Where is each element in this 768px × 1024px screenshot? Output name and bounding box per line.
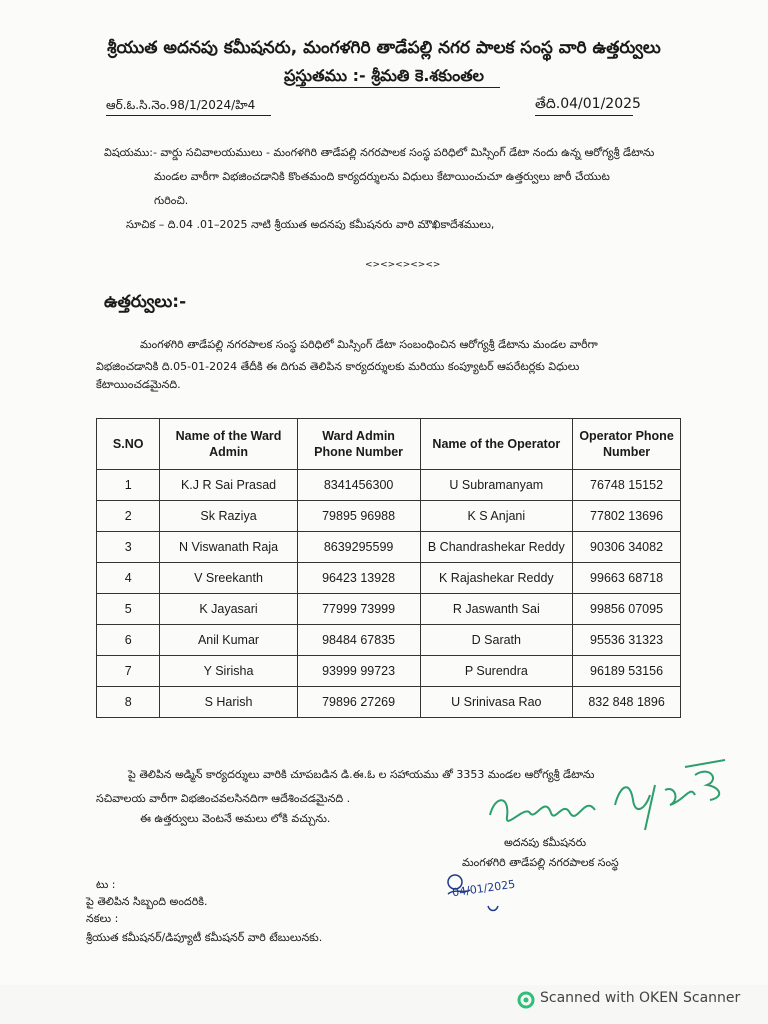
cell-operator-phone: 832 848 1896 [573, 687, 681, 718]
reference-line: సూచిక – ది.04 .01–2025 నాటి శ్రీయుత అదనపు కమీషనరు వారి మౌఖికాదేశములు, [126, 218, 495, 231]
header-operator-phone: Operator Phone Number [573, 419, 681, 470]
cell-sno: 1 [97, 470, 160, 501]
subtitle-underline [300, 87, 500, 88]
table-row [97, 501, 681, 532]
cell-operator: K S Anjani [420, 501, 573, 532]
cell-sno: 7 [97, 656, 160, 687]
cell-operator-phone: 96189 53156 [573, 656, 681, 687]
cell-operator: D Sarath [420, 625, 573, 656]
signature-mark [485, 755, 730, 845]
cell-admin: N Viswanath Raja [160, 532, 297, 563]
orders-para-line-1: మంగళగిరి తాడేపల్లి నగరపాలక సంస్థ పరిధిలో మిస్సింగ్ డేటా సంబంధించిన ఆరోగ్యశ్రీ డేటాను మండల వారీగా [140, 338, 598, 351]
cell-sno: 3 [97, 532, 160, 563]
table-row [97, 563, 681, 594]
table-row [97, 625, 681, 656]
subject-line-3: గురించి. [154, 194, 189, 207]
to-label: టు : [96, 878, 116, 891]
cell-operator-phone: 77802 13696 [573, 501, 681, 532]
cell-sno: 4 [97, 563, 160, 594]
cell-operator: R Jaswanth Sai [420, 594, 573, 625]
closing-line-3: ఈ ఉత్తర్వులు వెంటనే అమలు లోకి వచ్చును. [140, 812, 331, 825]
scanner-logo-icon [517, 991, 535, 1009]
cell-operator: U Srinivasa Rao [420, 687, 573, 718]
header-sno: S.NO [97, 419, 160, 470]
header-ward-admin: Name of the Ward Admin [160, 419, 297, 470]
cell-sno: 6 [97, 625, 160, 656]
cell-operator: B Chandrashekar Reddy [420, 532, 573, 563]
reference-number: ఆర్.ఓ.సి.నెం.98/1/2024/హి4 [106, 98, 256, 112]
cell-admin-phone: 79896 27269 [297, 687, 420, 718]
cell-operator: U Subramanyam [420, 470, 573, 501]
header-admin-phone: Ward Admin Phone Number [297, 419, 420, 470]
staff-table [96, 418, 681, 718]
signatory-office: మంగళగిరి తాడేపల్లి నగరపాలక సంస్థ [462, 856, 619, 869]
cell-operator-phone: 76748 15152 [573, 470, 681, 501]
document-subtitle: ప్రస్తుతము :- శ్రీమతి కె.శకుంతల [283, 66, 485, 85]
cell-admin-phone: 77999 73999 [297, 594, 420, 625]
table-header-row [97, 419, 681, 470]
cell-operator-phone: 99856 07095 [573, 594, 681, 625]
table-row [97, 532, 681, 563]
cell-sno: 2 [97, 501, 160, 532]
cell-operator-phone: 90306 34082 [573, 532, 681, 563]
subject-line-1: విషయము:- వార్డు సచివాలయములు - మంగళగిరి తాడేపల్లి నగరపాలక సంస్థ పరిధిలో మిస్సింగ్ డేటా నందు ఉన్న ఆరోగ్యశ్రీ డేటాను [104, 146, 655, 159]
cell-admin-phone: 79895 96988 [297, 501, 420, 532]
copy-line: శ్రీయుత కమీషనర్/డిప్యూటీ కమీషనర్ వారి టేబులునకు. [86, 931, 323, 944]
signatory-designation: అదనపు కమీషనరు [504, 836, 587, 849]
orders-para-line-2: విభజించడానికి ది.05-01-2024 తేదీకి ఈ దిగువ తెలిపిన కార్యదర్శులకు మరియు కంప్యూటర్ ఆపరేటర్లకు విధులు [96, 360, 580, 373]
cell-admin-phone: 96423 13928 [297, 563, 420, 594]
cell-admin-phone: 93999 99723 [297, 656, 420, 687]
cell-admin-phone: 8341456300 [297, 470, 420, 501]
scanner-watermark: Scanned with OKEN Scanner [540, 990, 741, 1006]
cell-operator: K Rajashekar Reddy [420, 563, 573, 594]
cell-admin: Anil Kumar [160, 625, 297, 656]
table-row [97, 594, 681, 625]
header-operator: Name of the Operator [420, 419, 573, 470]
table-row [97, 687, 681, 718]
to-line: పై తెలిపిన సిబ్బంది అందరికి. [86, 895, 208, 908]
table-row [97, 656, 681, 687]
cell-operator: P Surendra [420, 656, 573, 687]
orders-para-line-3: కేటాయించడమైనది. [96, 378, 181, 391]
copy-label: నకలు : [86, 912, 119, 925]
cell-sno: 5 [97, 594, 160, 625]
cell-operator-phone: 99663 68718 [573, 563, 681, 594]
ref-underline [106, 115, 271, 116]
document-title: శ్రీయుత అదనపు కమీషనరు, మంగళగిరి తాడేపల్లి నగర పాలక సంస్థ వారి ఉత్తర్వులు [107, 38, 661, 58]
cell-admin: S Harish [160, 687, 297, 718]
closing-line-1: పై తెలిపిన అడ్మిన్ కార్యదర్శులు వారికి చూపబడిన డి.ఈ.ఓ ల సహాయము తో 3353 మండల ఆరోగ్యశ్రీ డేటాను [128, 768, 595, 781]
cell-admin: K.J R Sai Prasad [160, 470, 297, 501]
cell-admin: V Sreekanth [160, 563, 297, 594]
order-date: తేది.04/01/2025 [535, 96, 641, 112]
cell-admin: Sk Raziya [160, 501, 297, 532]
orders-heading: ఉత్తర్వులు:- [104, 292, 187, 312]
cell-admin-phone: 8639295599 [297, 532, 420, 563]
table-row [97, 470, 681, 501]
initial-date: 04/01/2025 [451, 877, 517, 900]
cell-admin-phone: 98484 67835 [297, 625, 420, 656]
cell-sno: 8 [97, 687, 160, 718]
subject-line-2: మండల వారీగా విభజించడానికి కొంతమంది కార్యదర్శులను విధులు కేటాయించుచూ ఉత్తర్వులు జారీ చేయుట [154, 170, 610, 183]
closing-line-2: సచివాలయ వారీగా విభజించవలసినదిగా ఆదేశించడమైనది . [96, 792, 351, 805]
divider: <><><><><> [365, 260, 441, 270]
cell-operator-phone: 95536 31323 [573, 625, 681, 656]
date-underline [535, 115, 633, 116]
cell-admin: K Jayasari [160, 594, 297, 625]
cell-admin: Y Sirisha [160, 656, 297, 687]
